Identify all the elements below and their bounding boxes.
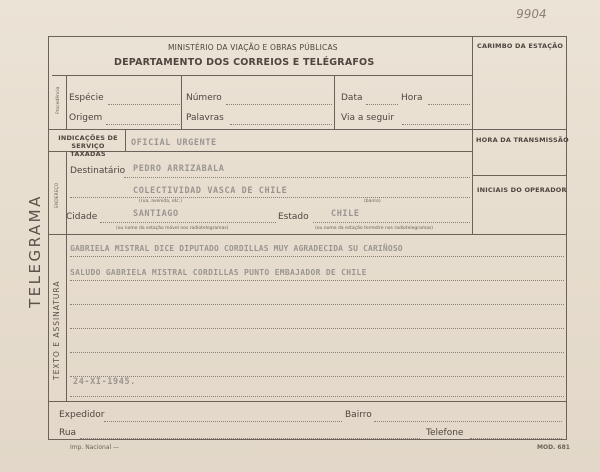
service-label-divider xyxy=(125,129,126,151)
archive-number: 9904 xyxy=(515,7,548,21)
service-indications-label: INDICAÇÕES DE SERVIÇO TAXADAS xyxy=(58,134,118,158)
telefone-label: Telefone xyxy=(426,428,464,438)
message-text-line-1: GABRIELA MISTRAL DICE DIPUTADO CORDILLAS MUY AGRADECIDA SU CARIÑOSO xyxy=(70,244,403,253)
ministry-title: MINISTÉRIO DA VIAÇÃO E OBRAS PÚBLICAS xyxy=(168,43,338,52)
message-date: 24-XI-1945. xyxy=(73,377,136,387)
message-line-3 xyxy=(70,304,564,305)
text-bottom-rule xyxy=(48,401,567,402)
cidade-value: SANTIAGO xyxy=(133,209,179,219)
especie-dotline xyxy=(108,104,180,105)
expedidor-label: Expedidor xyxy=(59,410,105,420)
origin-side-divider xyxy=(66,75,67,129)
via-label: Via a seguir xyxy=(341,113,395,123)
expedidor-dotline xyxy=(104,421,342,422)
origin-col-divider-1 xyxy=(181,75,182,129)
street-dotline xyxy=(70,197,470,198)
hora-dotline xyxy=(428,104,470,105)
cidade-label: Cidade xyxy=(66,212,98,222)
message-line-1 xyxy=(70,256,564,257)
message-line-6 xyxy=(70,376,564,377)
model-number: MOD. 681 xyxy=(537,444,570,451)
endereco-side-label: ENDEREÇO xyxy=(55,182,60,208)
cidade-hint: (ou nome da estação móvel nos radiotelegramas) xyxy=(116,226,229,231)
message-text-line-2: SALUDO GABRIELA MISTRAL CORDILLAS PUNTO EMBAJADOR DE CHILE xyxy=(70,268,367,277)
destinatario-label: Destinatário xyxy=(70,166,126,176)
data-label: Data xyxy=(341,93,363,103)
imprint-text: Imp. Nacional — xyxy=(70,444,120,451)
bairro-label: Bairro xyxy=(345,410,372,420)
destinatario-dotline xyxy=(124,177,470,178)
estado-label: Estado xyxy=(278,212,309,222)
text-side-divider xyxy=(66,234,67,401)
transmission-rule xyxy=(472,175,567,176)
station-stamp-label: CARIMBO DA ESTAÇÃO xyxy=(477,42,564,50)
origin-col-divider-2 xyxy=(334,75,335,129)
bairro-hint: (bairro) xyxy=(364,199,381,204)
service-indications-value: OFICIAL URGENTE xyxy=(131,138,217,148)
origem-label: Origem xyxy=(69,113,103,123)
palavras-label: Palavras xyxy=(186,113,224,123)
telegrama-side-title: TELEGRAMA xyxy=(26,194,44,308)
via-dotline xyxy=(402,124,470,125)
procedencia-side-label: Procedência xyxy=(56,86,61,114)
rua-label: Rua xyxy=(59,428,77,438)
street-value: COLECTIVIDAD VASCA DE CHILE xyxy=(133,186,288,196)
origem-dotline xyxy=(106,124,180,125)
transmission-time-label: HORA DA TRANSMISSÃO xyxy=(476,136,569,144)
address-bottom-rule xyxy=(48,234,567,235)
bairro-dotline xyxy=(374,421,562,422)
message-line-5 xyxy=(70,352,564,353)
cidade-dotline xyxy=(100,222,276,223)
right-column-divider xyxy=(472,36,473,234)
message-line-7 xyxy=(70,396,564,397)
numero-dotline xyxy=(226,104,332,105)
especie-label: Espécie xyxy=(69,93,104,103)
message-line-2 xyxy=(70,280,564,281)
rua-dotline xyxy=(80,438,420,439)
telefone-dotline xyxy=(470,438,562,439)
operator-initials-label: INICIAIS DO OPERADOR xyxy=(477,186,567,194)
palavras-dotline xyxy=(230,124,332,125)
estado-hint: (ou nome da estação terrestre nos radiotelegramas) xyxy=(315,226,434,231)
estado-value: CHILE xyxy=(331,209,360,219)
street-hint: (rua, avenida, etc.) xyxy=(139,199,183,204)
header-rule xyxy=(52,75,472,76)
department-title: DEPARTAMENTO DOS CORREIOS E TELÉGRAFOS xyxy=(114,57,375,68)
destinatario-value: PEDRO ARRIZABALA xyxy=(133,164,225,174)
estado-dotline xyxy=(313,222,470,223)
texto-assinatura-side-label: TEXTO E ASSINATURA xyxy=(52,280,61,380)
hora-label: Hora xyxy=(401,93,423,103)
data-dotline xyxy=(366,104,398,105)
message-line-4 xyxy=(70,328,564,329)
numero-label: Número xyxy=(186,93,222,103)
